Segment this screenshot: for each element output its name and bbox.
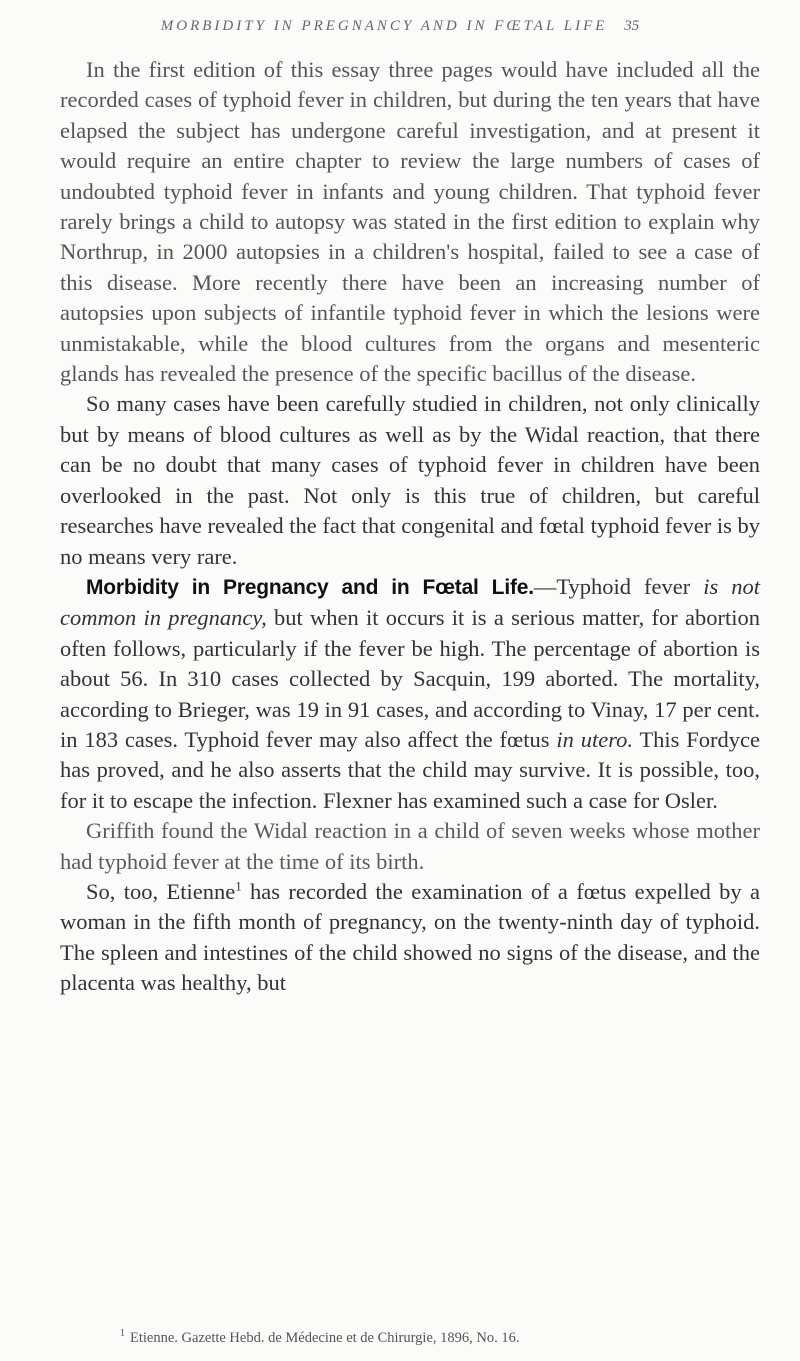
paragraph-pregnancy-emphasis-1: is not common in pregnancy, — [60, 573, 760, 631]
paragraph-pregnancy-text-c: This Fordyce has proved, and he also asserts that the child may survive. It is possible, too, for it to escape the infection. Flexner has examined such a case for Osler. — [60, 726, 760, 813]
footnote-text: Etienne. Gazette Hebd. de Médecine et de Chirurgie, 1896, No. 16. — [130, 1330, 520, 1346]
footnote-marker: 1 — [120, 1328, 125, 1340]
paragraph-pregnancy-emphasis-2: in utero. — [556, 726, 634, 752]
section-heading: Morbidity in Pregnancy and in Fœtal Life. — [86, 575, 534, 599]
paragraph-griffith: Griffith found the Widal reaction in a child of seven weeks whose mother had typhoid fever at the time of its birth. — [60, 818, 760, 874]
paragraph-etienne-text-a: So, too, Etienne — [86, 878, 236, 904]
paragraph-typhoid-children: In the first edition of this essay three pages would have included all the recorded cases of typhoid fever in children, but during the ten years that have elapsed the subject has undergone careful investigation, and at present it would require an entire chapter to review the large numbers of cases of undoubted typhoid fever in infants and young children. That typhoid fever rarely brings a child to autopsy was stated in the first edition to explain why Northrup, in 2000 autopsies in a children's hospital, failed to see a case of this disease. More recently there have been an increasing number of autopsies upon subjects of infantile typhoid fever in which the lesions were unmistakable, while the blood cultures from the organs and mesenteric glands has revealed the presence of the specific bacillus of the disease. — [60, 57, 760, 387]
body-text — [60, 55, 760, 999]
paragraph-pregnancy — [60, 572, 760, 816]
footnote — [120, 1330, 760, 1347]
paragraph-pregnancy-text-a: —Typhoid fever — [533, 573, 704, 599]
paragraph-careful-study: So many cases have been carefully studied in children, not only clinically but by means of blood cultures as well as by the Widal reaction, that there can be no doubt that many cases of typhoid fever in children have been overlooked in the past. Not only is this true of children, but careful researches have revealed the fact that congenital and fœtal typhoid fever is by no means very rare. — [60, 391, 760, 569]
running-head-title: MORBIDITY IN PREGNANCY AND IN FŒTAL LIFE — [160, 18, 608, 34]
paragraph-pregnancy-text-b: but when it occurs it is a serious matter, for abortion often follows, particularly if the fever be high. The percentage of abortion is about 56. In 310 cases collected by Sacquin, 199 aborted. The mortality, according to Brieger, was 19 in 91 cases, and according to Vinay, 17 per cent. in 183 cases. Typhoid fever may also affect the fœtus — [60, 605, 760, 752]
paragraph-etienne — [60, 877, 760, 999]
page-number: 35 — [624, 18, 640, 34]
running-head — [0, 18, 800, 35]
paragraph-etienne-text-b: has recorded the examination of a fœtus expelled by a woman in the fifth month of pregnancy, on the twenty-ninth day of typhoid. The spleen and intestines of the child showed no signs of the disease, and the placenta was healthy, but — [60, 878, 760, 996]
footnote-reference: 1 — [235, 878, 242, 894]
